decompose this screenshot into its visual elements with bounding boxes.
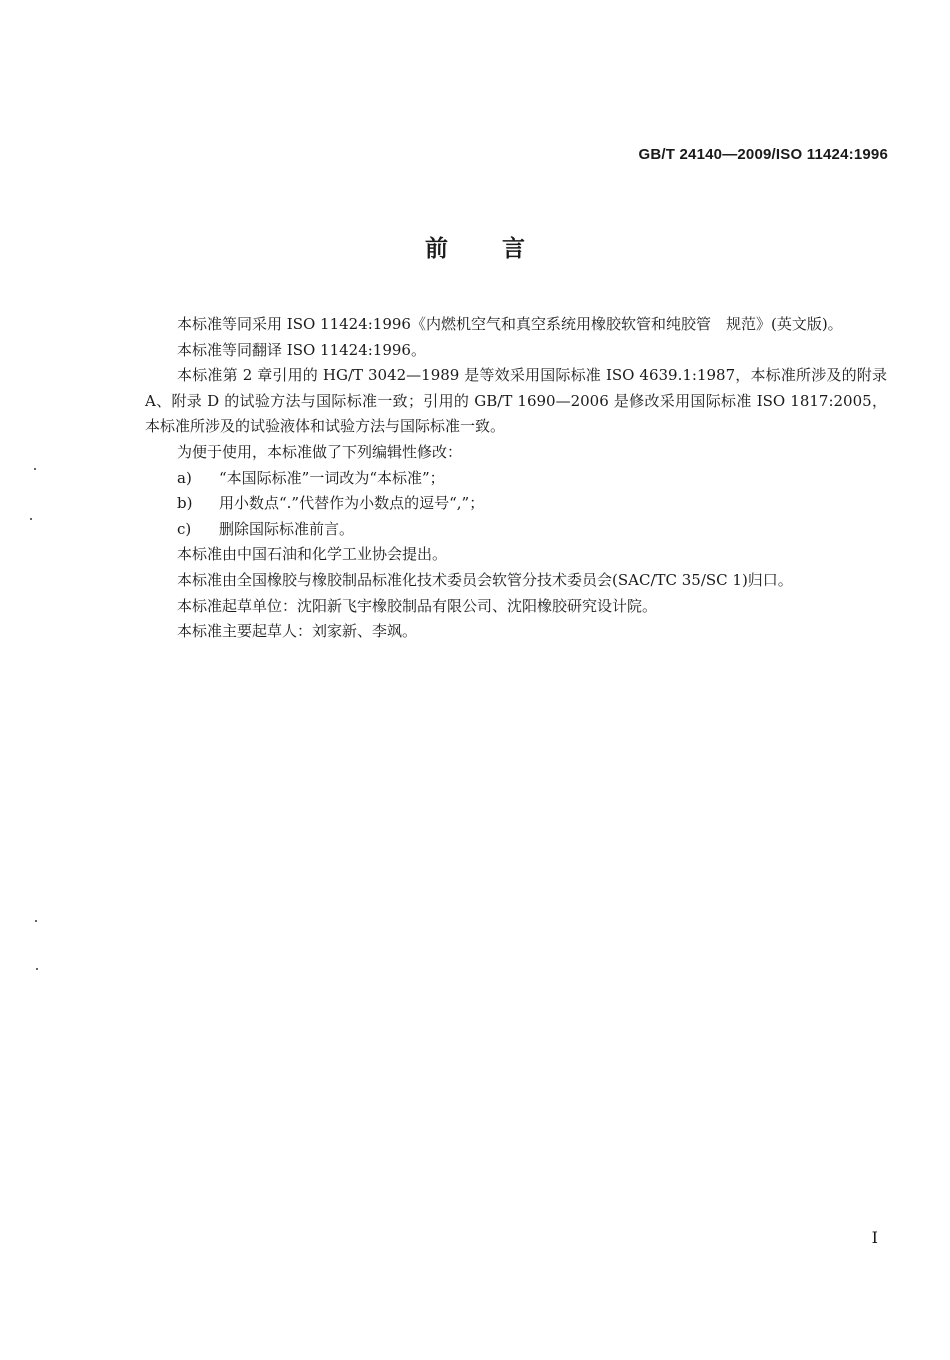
list-item-text: 用小数点“.”代替作为小数点的逗号“,”；	[219, 494, 485, 513]
list-item	[145, 466, 887, 492]
scan-speck	[35, 920, 37, 922]
list-item-mark: c)	[177, 519, 192, 538]
paragraph-edits-intro: 为便于使用，本标准做了下列编辑性修改：	[177, 442, 463, 461]
list-item	[145, 491, 887, 517]
page-title: 前言	[425, 236, 579, 262]
paragraph-adoption: 本标准等同采用 ISO 11424:1996《内燃机空气和真空系统用橡胶软管和纯胶管 规范》(英文版)。	[177, 315, 843, 333]
scan-speck	[34, 468, 36, 470]
paragraph-proposer: 本标准由中国石油和化学工业协会提出。	[177, 545, 448, 564]
standard-code-header: GB/T 24140—2009/ISO 11424:1996	[638, 146, 888, 163]
paragraph-drafting-units: 本标准起草单位：沈阳新飞宇橡胶制品有限公司、沈阳橡胶研究设计院。	[177, 596, 658, 615]
paragraph-references: 本标准第 2 章引用的 HG/T 3042—1989 是等效采用国际标准 ISO 4639.1:1987，本标准所涉及的附录 A、附录 D 的试验方法与国际标准一致；引用的 GB/T 1690—2006 是修改采用国际标准 ISO 1817:2005，本标准所涉及的试验液体和试验方法与国际标准一致。	[145, 366, 887, 436]
list-item-mark: b)	[177, 494, 193, 513]
paragraph-committee: 本标准由全国橡胶与橡胶制品标准化技术委员会软管分技术委员会(SAC/TC 35/SC 1)归口。	[177, 570, 793, 589]
list-item-text: “本国际标准”一词改为“本标准”；	[219, 468, 445, 487]
paragraph-translation: 本标准等同翻译 ISO 11424:1996。	[177, 340, 426, 359]
paragraph-drafters: 本标准主要起草人：刘家新、李飒。	[177, 622, 418, 641]
page-number: I	[871, 1228, 878, 1247]
foreword-body	[145, 312, 887, 645]
scan-speck	[30, 518, 32, 520]
list-item	[145, 517, 887, 543]
scan-speck	[36, 968, 38, 970]
list-item-mark: a)	[177, 468, 192, 487]
list-item-text: 删除国际标准前言。	[219, 519, 355, 538]
